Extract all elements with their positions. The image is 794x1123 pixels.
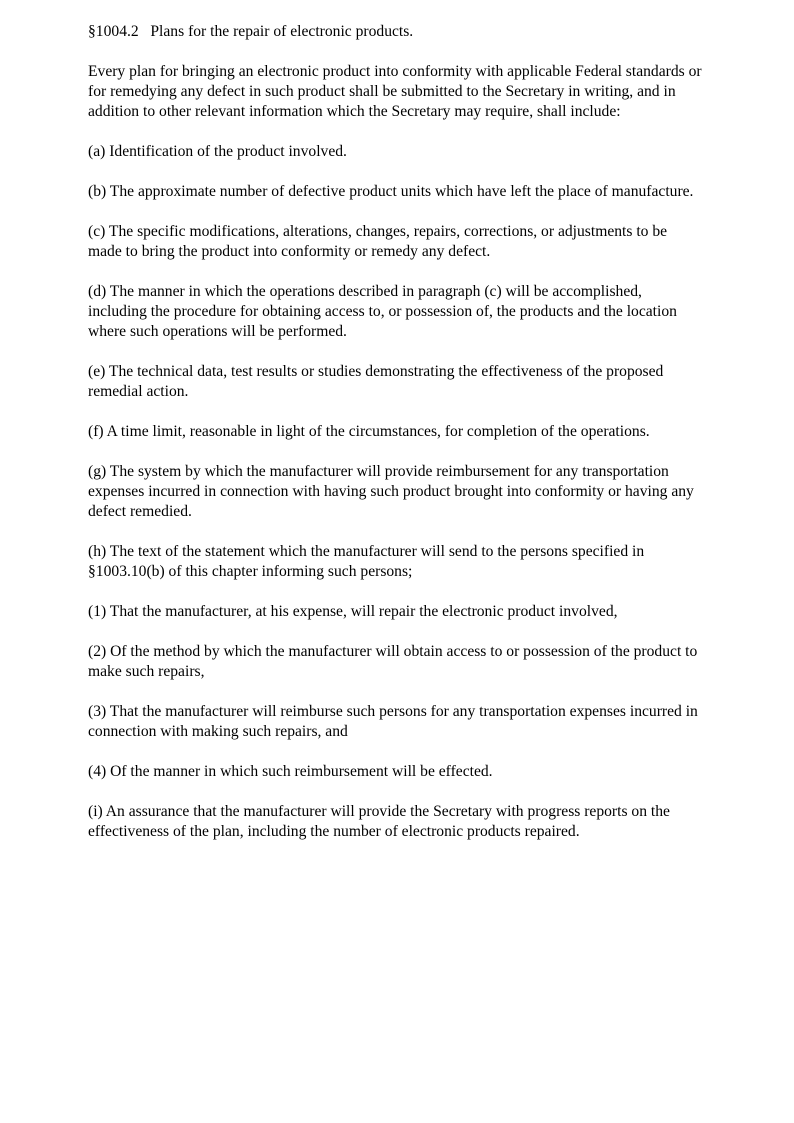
paragraph-h-4: (4) Of the manner in which such reimbursement will be effected. [88,763,493,780]
document-page [88,22,704,862]
paragraph-i: (i) An assurance that the manufacturer will provide the Secretary with progress reports on the effectiveness of the plan, including the number of electronic products repaired. [88,803,670,840]
section-heading: §1004.2 Plans for the repair of electronic products. [88,23,414,40]
paragraph-h-1: (1) That the manufacturer, at his expense, will repair the electronic product involved, [88,603,618,620]
paragraph-g: (g) The system by which the manufacturer will provide reimbursement for any transportation expenses incurred in connection with having such product brought into conformity or having any defect remedied. [88,463,694,520]
paragraph-d: (d) The manner in which the operations described in paragraph (c) will be accomplished, including the procedure for obtaining access to, or possession of, the products and the location where such operations will be performed. [88,283,677,340]
paragraph-e: (e) The technical data, test results or studies demonstrating the effectiveness of the proposed remedial action. [88,363,664,400]
paragraph-b: (b) The approximate number of defective product units which have left the place of manufacture. [88,183,694,200]
paragraph-a: (a) Identification of the product involved. [88,143,347,160]
paragraph-h-3: (3) That the manufacturer will reimburse such persons for any transportation expenses incurred in connection with making such repairs, and [88,703,698,740]
paragraph-c: (c) The specific modifications, alterations, changes, repairs, corrections, or adjustments to be made to bring the product into conformity or remedy any defect. [88,223,668,260]
paragraph-f: (f) A time limit, reasonable in light of the circumstances, for completion of the operations. [88,423,650,440]
intro-paragraph: Every plan for bringing an electronic product into conformity with applicable Federal standards or for remedying any defect in such product shall be submitted to the Secretary in writing, and in addition to other relevant information which the Secretary may require, shall include: [88,63,702,120]
paragraph-h-2: (2) Of the method by which the manufacturer will obtain access to or possession of the product to make such repairs, [88,643,698,680]
paragraph-h: (h) The text of the statement which the manufacturer will send to the persons specified in §1003.10(b) of this chapter informing such persons; [88,543,645,580]
